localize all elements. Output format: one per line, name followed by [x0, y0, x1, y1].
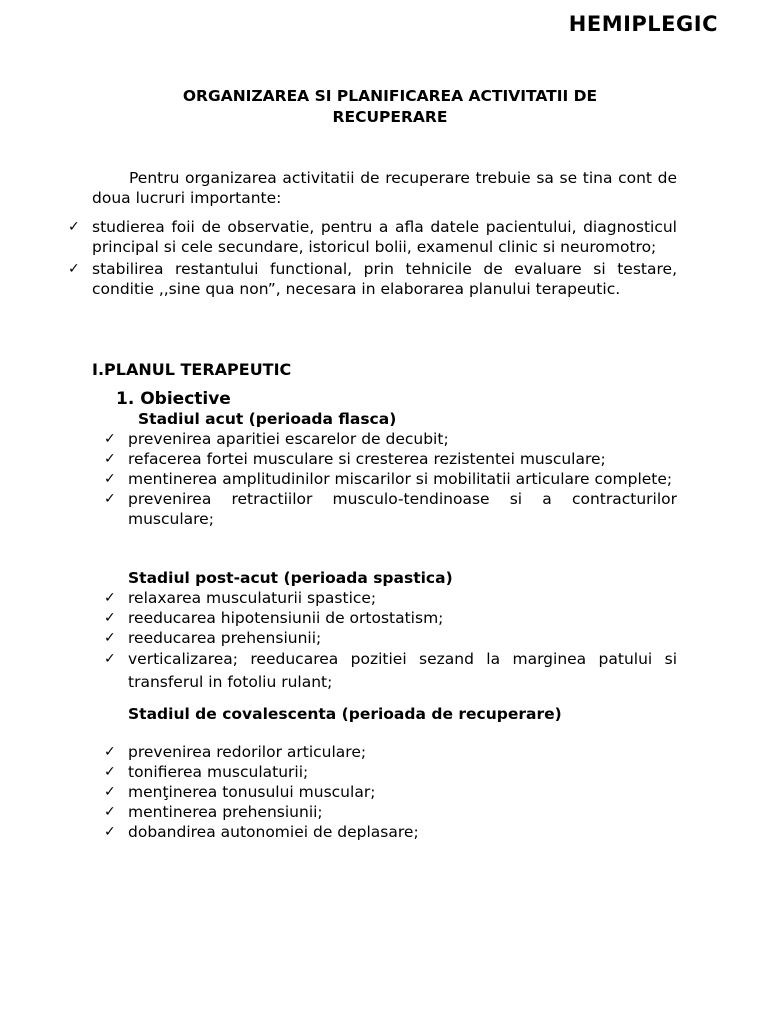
stage-item-text: reeducarea prehensiunii;: [128, 629, 322, 647]
stage-list-item: [104, 489, 677, 529]
check-icon: ✓: [104, 471, 116, 487]
stage-list: [104, 588, 677, 694]
check-icon: ✓: [104, 804, 116, 820]
subsection-heading: [116, 389, 231, 409]
stage-acute: [104, 409, 677, 529]
stage-title: Stadiul de covalescenta (perioada de recuperare): [128, 705, 562, 723]
stage-item-text: relaxarea musculaturii spastice;: [128, 589, 377, 607]
intro-list-item: [68, 217, 677, 257]
document-title: [130, 86, 650, 128]
check-icon: ✓: [104, 824, 116, 840]
check-icon: ✓: [104, 431, 116, 447]
check-icon: ✓: [104, 764, 116, 780]
stage-list-item: [104, 628, 677, 648]
intro-list: [68, 217, 677, 301]
stage-list: [104, 429, 677, 529]
stage-list-item: [104, 822, 677, 842]
stage-list-item: [104, 469, 677, 489]
stage-item-text: verticalizarea; reeducarea pozitiei sezand la marginea patului si transferul in fotoliu rulant;: [128, 650, 677, 691]
check-icon: ✓: [104, 451, 116, 467]
stage-item-text: prevenirea redorilor articulare;: [128, 743, 367, 761]
stage-list-item: [104, 588, 677, 608]
intro-item-text: studierea foii de observatie, pentru a afla datele pacientului, diagnosticul principal si cele secundare, istoricul bolii, examenul clinic si neuromotro;: [92, 218, 677, 256]
stage-item-text: reeducarea hipotensiunii de ortostatism;: [128, 609, 444, 627]
stage-list-item: [104, 608, 677, 628]
check-icon: ✓: [104, 590, 116, 606]
stage-title: Stadiul post-acut (perioada spastica): [128, 569, 453, 587]
check-icon: ✓: [104, 630, 116, 646]
document-title-line-2: RECUPERARE: [332, 108, 448, 126]
intro-list-item: [68, 259, 677, 299]
stage-list: [104, 742, 677, 842]
check-icon: ✓: [68, 219, 80, 235]
subsection-title: Obiective: [140, 389, 231, 409]
stage-list-item: [104, 648, 677, 694]
stage-list-item: [104, 762, 677, 782]
stage-item-text: dobandirea autonomiei de deplasare;: [128, 823, 419, 841]
check-icon: ✓: [104, 610, 116, 626]
stage-list-item: [104, 742, 677, 762]
stage-list-item: [104, 429, 677, 449]
check-icon: ✓: [104, 744, 116, 760]
stage-item-text: refacerea fortei musculare si cresterea rezistentei musculare;: [128, 450, 606, 468]
stage-item-text: mentinerea amplitudinilor miscarilor si mobilitatii articulare complete;: [128, 470, 673, 488]
stage-item-text: prevenirea retractiilor musculo-tendinoase si a contracturilor musculare;: [128, 490, 677, 528]
section-heading: I.PLANUL TERAPEUTIC: [92, 360, 292, 379]
document-title-line-1: ORGANIZAREA SI PLANIFICAREA ACTIVITATII DE: [182, 87, 598, 105]
stage-item-text: mentinerea prehensiunii;: [128, 803, 323, 821]
stage-item-text: tonifierea musculaturii;: [128, 763, 309, 781]
intro-paragraph: Pentru organizarea activitatii de recuperare trebuie sa se tina cont de doua lucruri importante:: [92, 169, 677, 207]
check-icon: ✓: [68, 261, 80, 277]
subsection-number: 1.: [116, 389, 135, 409]
check-icon: ✓: [104, 651, 116, 667]
check-icon: ✓: [104, 784, 116, 800]
check-icon: ✓: [104, 491, 116, 507]
stage-list-item: [104, 449, 677, 469]
stage-item-text: menţinerea tonusului muscular;: [128, 783, 376, 801]
intro-item-text: stabilirea restantului functional, prin tehnicile de evaluare si testare, conditie ,,sine qua non”, necesara in elaborarea planului terapeutic.: [92, 260, 677, 298]
stage-list-item: [104, 802, 677, 822]
stage-title: Stadiul acut (perioada flasca): [138, 410, 397, 428]
stage-item-text: prevenirea aparitiei escarelor de decubit;: [128, 430, 449, 448]
stage-list-item: [104, 782, 677, 802]
header-title: HEMIPLEGIC: [568, 12, 718, 36]
stage-post-acute: [104, 568, 677, 694]
stage-convalescence: [104, 704, 677, 842]
